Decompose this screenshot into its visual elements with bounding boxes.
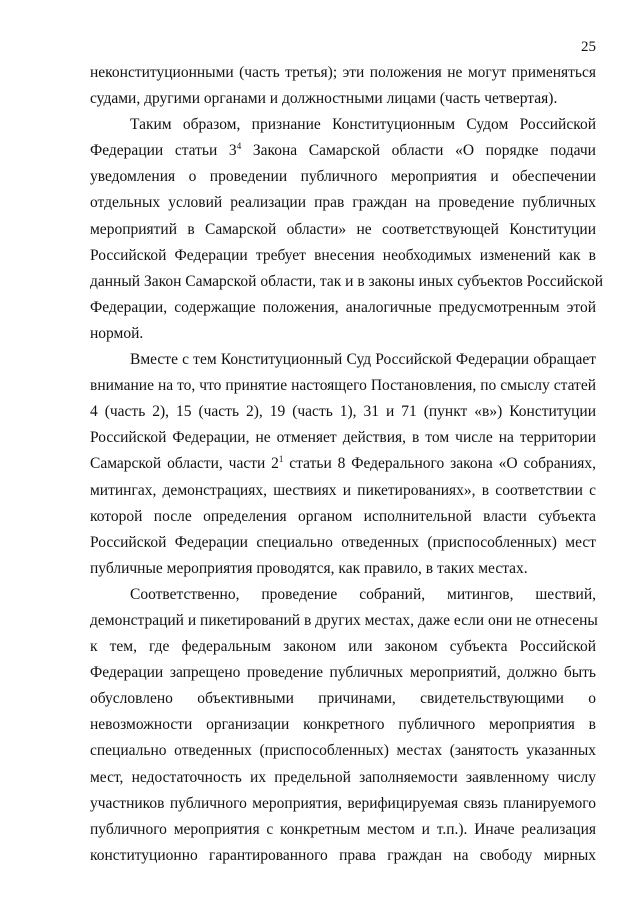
body-text [90,60,604,869]
text-line: конституционно гарантированного права граждан на свободу мирных [90,846,596,864]
text-line: публичные мероприятия проводятся, как правило, в таких местах. [90,559,528,577]
text-line: Российской Федерации специально отведенных (приспособленных) мест [90,533,596,551]
text-line: специально отведенных (приспособленных) местах (занятость указанных [90,742,596,760]
text-line: Соответственно, проведение собраний, митингов, шествий, [130,585,596,603]
text-line: мест, недостаточность их предельной заполняемости заявленному числу [90,768,596,786]
text-line: уведомления о проведении публичного мероприятия и обеспечении [90,168,596,186]
text-line: которой после определения органом исполнительной власти субъекта [90,507,596,525]
text-line: участников публичного мероприятия, верифицируемая связь планируемого [90,794,596,812]
text-line: внимание на то, что принятие настоящего Постановления, по смыслу статей [90,377,596,395]
text-line: невозможности организации конкретного публичного мероприятия в [90,716,596,734]
text-line: данный Закон Самарской области, так и в законы иных субъектов Российской [90,272,604,290]
text-line: Российской Федерации требует внесения необходимых изменений как в [90,246,596,264]
text-line-part: Самарской области, части 2 [90,455,279,473]
text-line: неконституционными (часть третья); эти положения не могут применяться [90,64,596,81]
superscript-number: 4 [236,141,242,152]
text-line: Федерации запрещено проведение публичных мероприятий, должно быть [90,664,596,682]
text-line: к тем, где федеральным законом или законом субъекта Российской [90,638,596,656]
text-line: Российской Федерации, не отменяет действия, в том числе на территории [90,429,596,447]
text-line: Таким образом, признание Конституционным Судом Российской [130,116,596,134]
text-line: Федерации, содержащие положения, аналогичные предусмотренным этой [90,298,596,316]
text-line [90,138,596,164]
text-line: нормой. [90,324,144,342]
text-line: 4 (часть 2), 15 (часть 2), 19 (часть 1), 31 и 71 (пункт «в») Конституции [90,403,596,421]
text-line: обусловлено объективными причинами, свидетельствующими о [90,690,596,708]
page-number: 25 [581,39,596,55]
text-line [90,451,596,477]
superscript-number: 1 [278,454,284,465]
text-line-part: Закона Самарской области «О порядке подачи [241,142,596,160]
text-line-part: статьи 8 Федерального закона «О собраниях, [283,455,596,473]
text-line: Вместе с тем Конституционный Суд Российской Федерации обращает [130,351,596,369]
text-line-part: Федерации статьи 3 [90,142,237,160]
text-line: публичного мероприятия с конкретным местом и т.п.). Иначе реализация [90,820,596,838]
text-line: мероприятий в Самарской области» не соответствующей Конституции [90,220,596,238]
text-line: судами, другими органами и должностными лицами (часть четвертая). [90,90,558,108]
text-line: отдельных условий реализации прав граждан на проведение публичных [90,194,596,212]
text-line: демонстраций и пикетирований в других местах, даже если они не отнесены [90,611,598,629]
text-line: митингах, демонстрациях, шествиях и пикетированиях», в соответствии с [90,481,596,499]
